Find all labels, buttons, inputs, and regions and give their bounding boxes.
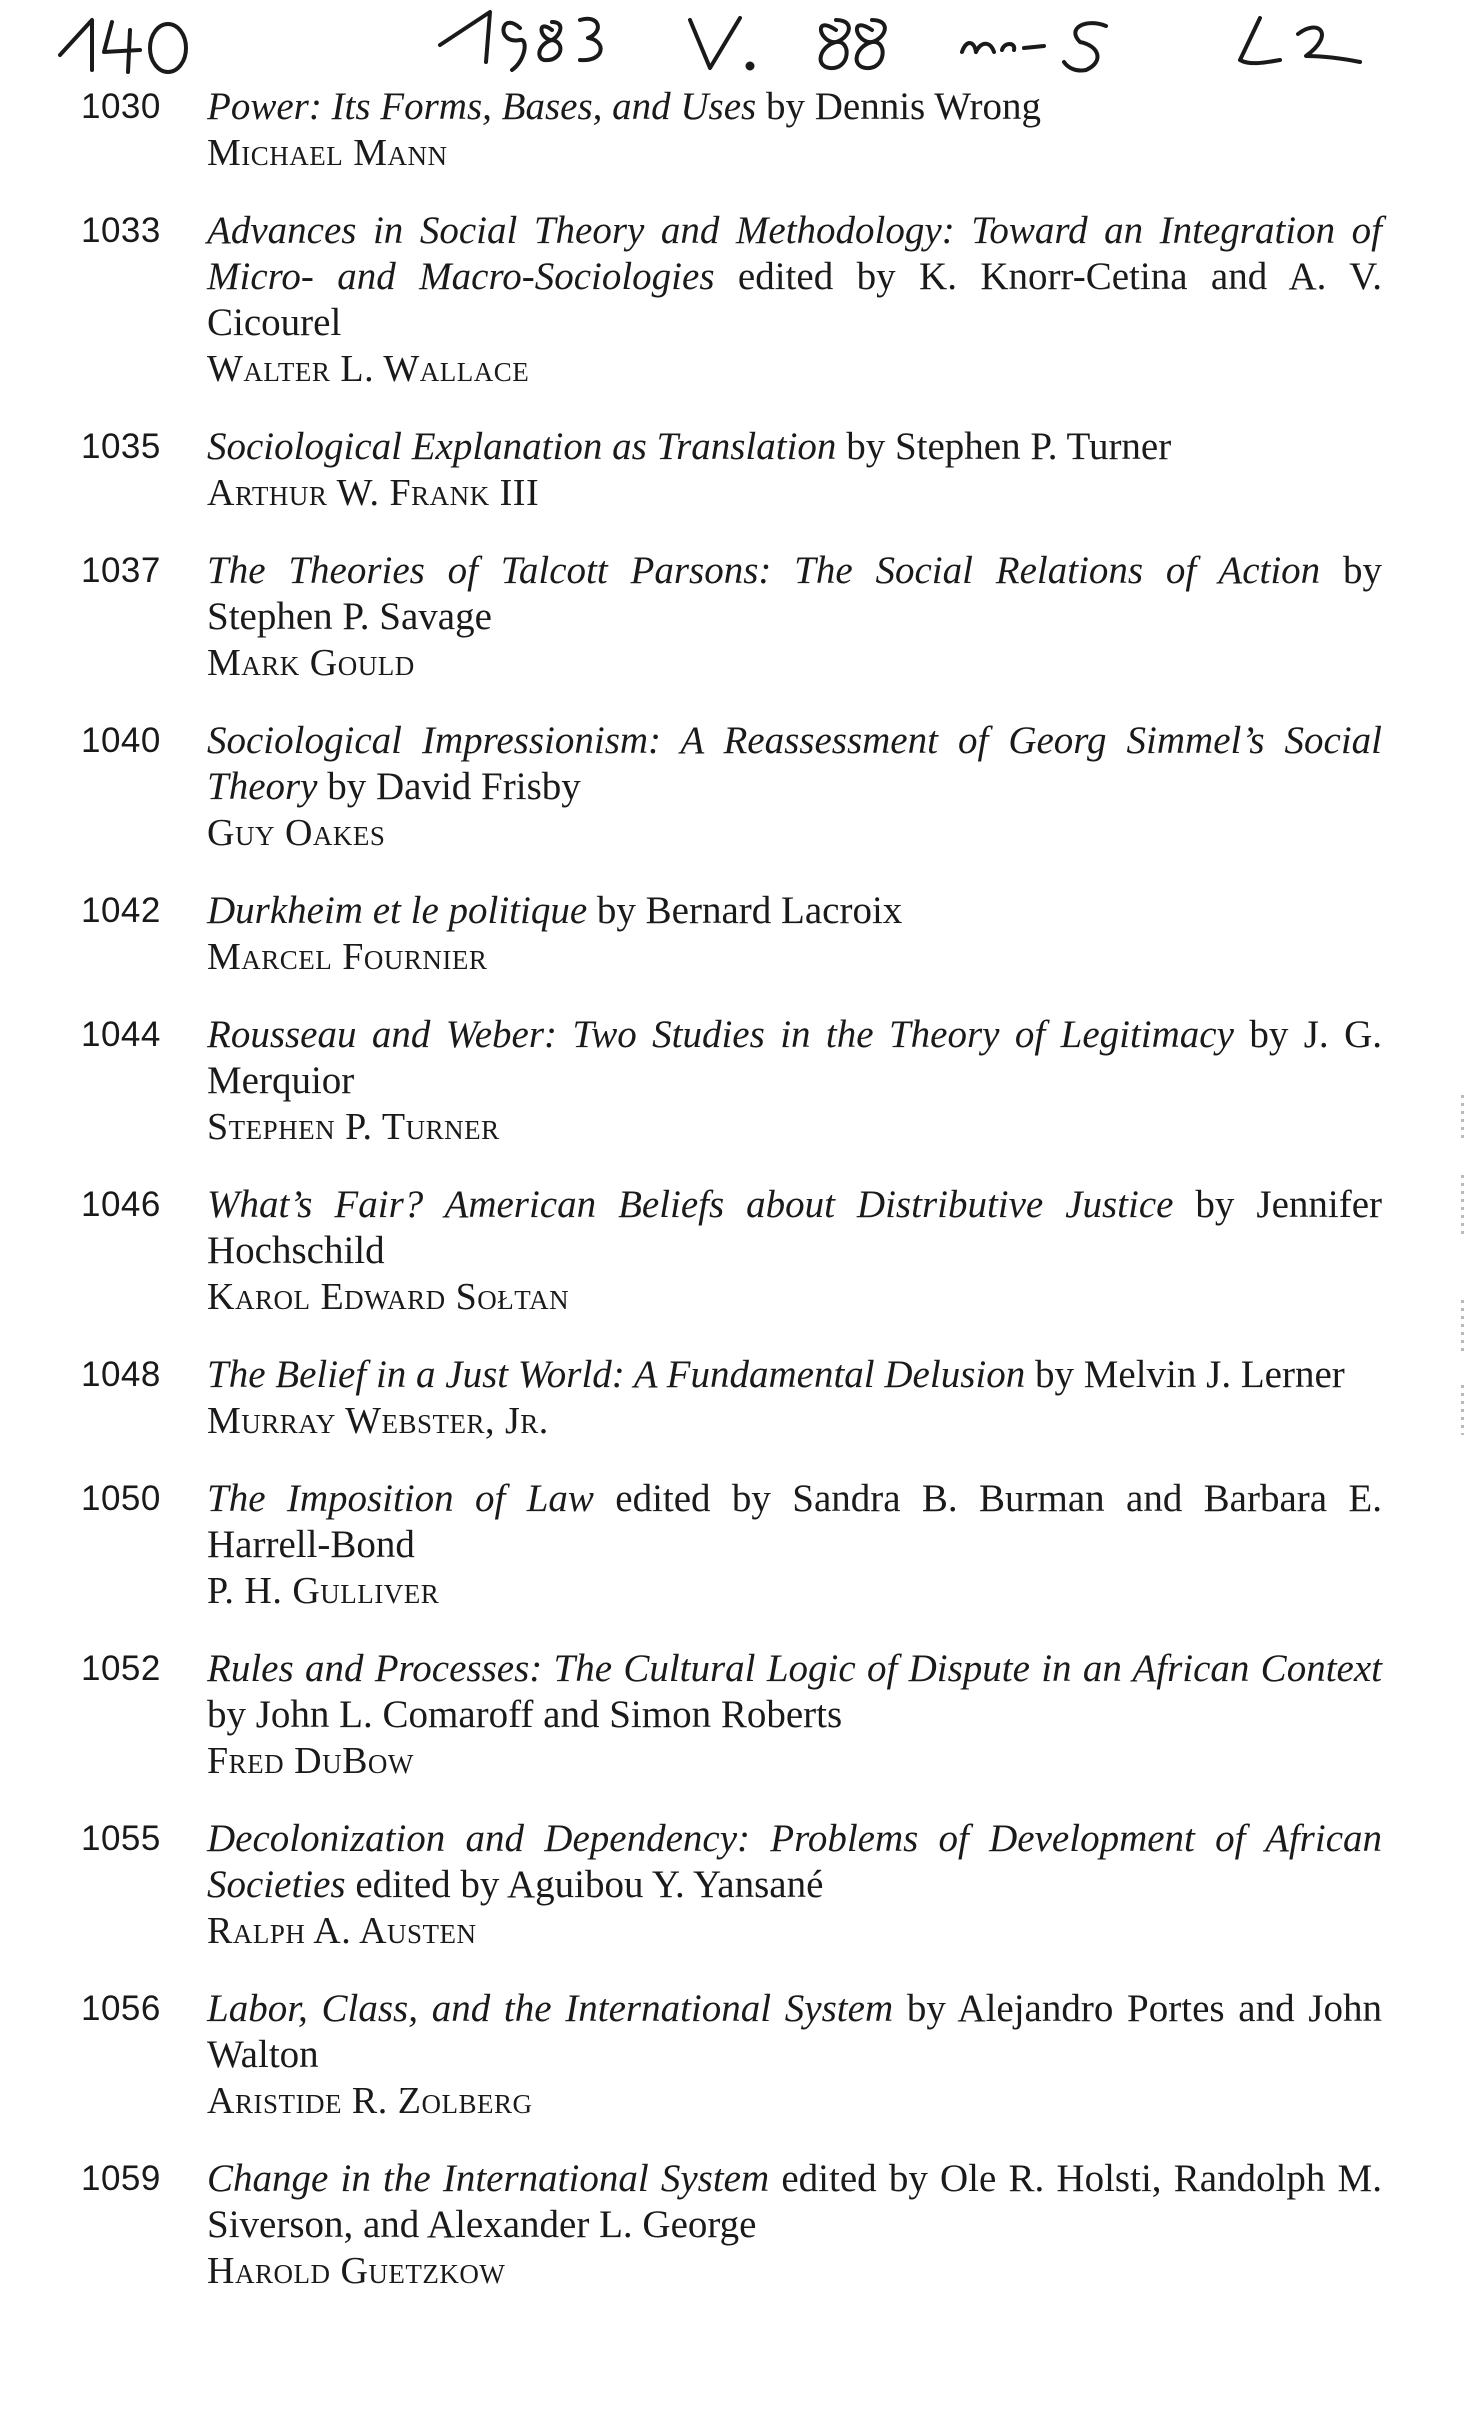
review-entry <box>0 888 1382 980</box>
reviewer-name: Marcel Fournier <box>207 936 488 978</box>
book-citation <box>207 84 1382 130</box>
reviewer-name: Arthur W. Frank III <box>207 472 540 514</box>
book-title: Rules and Processes: The Cultural Logic of Dispute in an African Context <box>207 1647 1382 1690</box>
book-author-credit: by Alejandro Portes and John Walton <box>207 1987 1382 2076</box>
page-number: 1030 <box>81 87 161 126</box>
book-title: Durkheim et le politique <box>207 889 588 932</box>
page-number: 1040 <box>81 721 161 760</box>
review-entry <box>0 718 1382 856</box>
book-author-credit: by John L. Comaroff and Simon Roberts <box>207 1693 843 1736</box>
book-citation <box>207 548 1382 640</box>
page-number: 1035 <box>81 427 161 466</box>
review-entry <box>0 2156 1382 2294</box>
review-entry <box>0 1012 1382 1150</box>
book-citation <box>207 1986 1382 2078</box>
page-number: 1052 <box>81 1649 161 1688</box>
book-author-credit: by Stephen P. Savage <box>207 549 1383 638</box>
book-title: Rousseau and Weber: Two Studies in the Theory of Legitimacy <box>207 1013 1234 1056</box>
book-citation <box>207 1352 1382 1398</box>
book-author-credit: by David Frisby <box>317 765 581 808</box>
page-number: 1033 <box>81 211 161 250</box>
book-author-credit: edited by Sandra B. Burman and Barbara E. Harrell-Bond <box>207 1477 1383 1566</box>
reviewer-name: Fred DuBow <box>207 1740 414 1782</box>
review-entry <box>0 1182 1382 1320</box>
book-title: Advances in Social Theory and Methodology: Toward an Integration of Micro- and Macro-Sociologies <box>207 209 1382 298</box>
book-author-credit: edited by Ole R. Holsti, Randolph M. Siverson, and Alexander L. George <box>207 2157 1382 2246</box>
book-title: Sociological Explanation as Translation <box>207 425 837 468</box>
book-citation <box>207 208 1382 346</box>
reviewer-name: Aristide R. Zolberg <box>207 2080 533 2122</box>
page-number: 1037 <box>81 551 161 590</box>
page-number: 1056 <box>81 1989 161 2028</box>
review-entry <box>0 1646 1382 1784</box>
page-number: 1055 <box>81 1819 161 1858</box>
book-author-credit: edited by Aguibou Y. Yansané <box>345 1863 824 1906</box>
page-number: 1050 <box>81 1479 161 1518</box>
book-citation <box>207 888 1382 934</box>
review-entry <box>0 1352 1382 1444</box>
review-entry <box>0 1816 1382 1954</box>
page-number: 1044 <box>81 1015 161 1054</box>
book-title: Labor, Class, and the International System <box>207 1987 894 2030</box>
book-title: What’s Fair? American Beliefs about Distributive Justice <box>207 1183 1174 1226</box>
page-number: 1059 <box>81 2159 161 2198</box>
book-author-credit: edited by K. Knorr-Cetina and A. V. Cicourel <box>207 255 1382 344</box>
book-citation <box>207 2156 1382 2248</box>
reviewer-name: Karol Edward Sołtan <box>207 1276 570 1318</box>
book-citation <box>207 424 1382 470</box>
review-entry <box>0 548 1382 686</box>
book-author-credit: by J. G. Merquior <box>207 1013 1382 1102</box>
book-citation <box>207 1816 1382 1908</box>
book-citation <box>207 718 1382 810</box>
book-title: The Imposition of Law <box>207 1477 594 1520</box>
reviewer-name: Mark Gould <box>207 642 415 684</box>
review-entry <box>0 1986 1382 2124</box>
handwritten-annotation <box>0 0 1472 90</box>
review-entry <box>0 1476 1382 1614</box>
book-title: The Theories of Talcott Parsons: The Social Relations of Action <box>207 549 1321 592</box>
reviewer-name: Murray Webster, Jr. <box>207 1400 549 1442</box>
book-title: Sociological Impressionism: A Reassessment of Georg Simmel’s Social Theory <box>207 719 1382 808</box>
book-author-credit: by Stephen P. Turner <box>836 425 1172 468</box>
reviewer-name: Guy Oakes <box>207 812 386 854</box>
book-author-credit: by Melvin J. Lerner <box>1025 1353 1345 1396</box>
book-title: Decolonization and Dependency: Problems of Development of African Societies <box>207 1817 1382 1906</box>
reviewer-name: Stephen P. Turner <box>207 1106 500 1148</box>
book-author-credit: by Dennis Wrong <box>756 85 1041 128</box>
book-author-credit: by Jennifer Hochschild <box>207 1183 1382 1272</box>
reviewer-name: Harold Guetzkow <box>207 2250 506 2292</box>
page-number: 1048 <box>81 1355 161 1394</box>
reviewer-name: Walter L. Wallace <box>207 348 530 390</box>
book-review-list <box>0 84 1472 2326</box>
book-title: Change in the International System <box>207 2157 770 2200</box>
book-citation <box>207 1012 1382 1104</box>
page-number: 1046 <box>81 1185 161 1224</box>
page-number: 1042 <box>81 891 161 930</box>
book-author-credit: by Bernard Lacroix <box>587 889 903 932</box>
reviewer-name: Ralph A. Austen <box>207 1910 477 1952</box>
review-entry <box>0 424 1382 516</box>
book-citation <box>207 1476 1382 1568</box>
reviewer-name: Michael Mann <box>207 132 448 174</box>
review-entry <box>0 84 1382 176</box>
book-title: Power: Its Forms, Bases, and Uses <box>207 85 757 128</box>
book-citation <box>207 1646 1382 1738</box>
review-entry <box>0 208 1382 392</box>
reviewer-name: P. H. Gulliver <box>207 1570 440 1612</box>
book-title: The Belief in a Just World: A Fundamental Delusion <box>207 1353 1026 1396</box>
book-citation <box>207 1182 1382 1274</box>
